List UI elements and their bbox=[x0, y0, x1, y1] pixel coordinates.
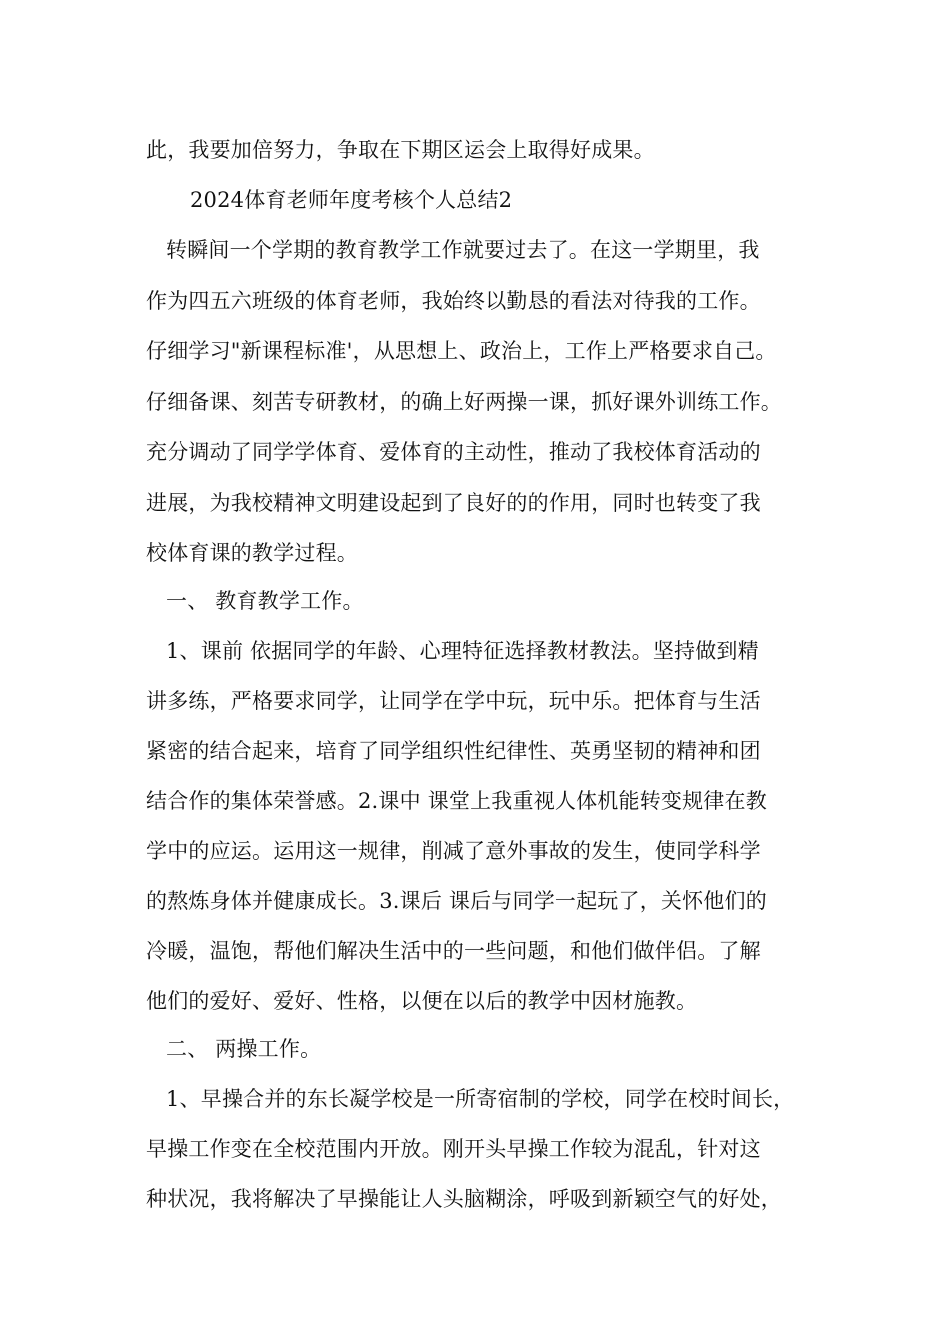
paragraph-line: 结合作的集体荣誉感。2.课中 课堂上我重视人体机能转变规律在教 bbox=[146, 789, 767, 813]
paragraph-line: 早操工作变在全校范围内开放。刚开头早操工作较为混乱，针对这 bbox=[146, 1137, 761, 1161]
paragraph-line: 转瞬间一个学期的教育教学工作就要过去了。在这一学期里，我 bbox=[166, 238, 760, 262]
paragraph-line: 仔细备课、刻苦专研教材，的确上好两操一课，抓好课外训练工作。 bbox=[146, 390, 782, 414]
section-heading: 一、 教育教学工作。 bbox=[166, 589, 364, 613]
paragraph-line: 1、课前 依据同学的年龄、心理特征选择教材教法。坚持做到精 bbox=[166, 639, 759, 663]
paragraph-line: 讲多练，严格要求同学，让同学在学中玩，玩中乐。把体育与生活 bbox=[146, 689, 761, 713]
paragraph-line: 充分调动了同学学体育、爱体育的主动性，推动了我校体育活动的 bbox=[146, 440, 761, 464]
paragraph-line: 种状况，我将解决了早操能让人头脑糊涂，呼吸到新颖空气的好处， bbox=[146, 1187, 782, 1211]
paragraph-line: 校体育课的教学过程。 bbox=[146, 541, 358, 565]
paragraph-line: 学中的应运。运用这一规律，削减了意外事故的发生，使同学科学 bbox=[146, 839, 761, 863]
paragraph-line: 的熬炼身体并健康成长。3.课后 课后与同学一起玩了，关怀他们的 bbox=[146, 889, 767, 913]
paragraph-line: 仔细学习"新课程标准'，从思想上、政治上，工作上严格要求自己。 bbox=[146, 339, 777, 363]
section-heading: 二、 两操工作。 bbox=[166, 1037, 322, 1061]
paragraph-line: 进展，为我校精神文明建设起到了良好的的作用，同时也转变了我 bbox=[146, 491, 761, 515]
section-heading: 2024体育老师年度考核个人总结2 bbox=[190, 188, 513, 212]
paragraph-line: 1、早操合并的东长凝学校是一所寄宿制的学校，同学在校时间长， bbox=[166, 1087, 795, 1111]
paragraph-line: 作为四五六班级的体育老师，我始终以勤恳的看法对待我的工作。 bbox=[146, 289, 761, 313]
paragraph-line: 此，我要加倍努力，争取在下期区运会上取得好成果。 bbox=[146, 138, 655, 162]
paragraph-line: 冷暖，温饱，帮他们解决生活中的一些问题，和他们做伴侣。了解 bbox=[146, 939, 761, 963]
paragraph-line: 紧密的结合起来，培育了同学组织性纪律性、英勇坚韧的精神和团 bbox=[146, 739, 761, 763]
paragraph-line: 他们的爱好、爱好、性格，以便在以后的教学中因材施教。 bbox=[146, 989, 698, 1013]
